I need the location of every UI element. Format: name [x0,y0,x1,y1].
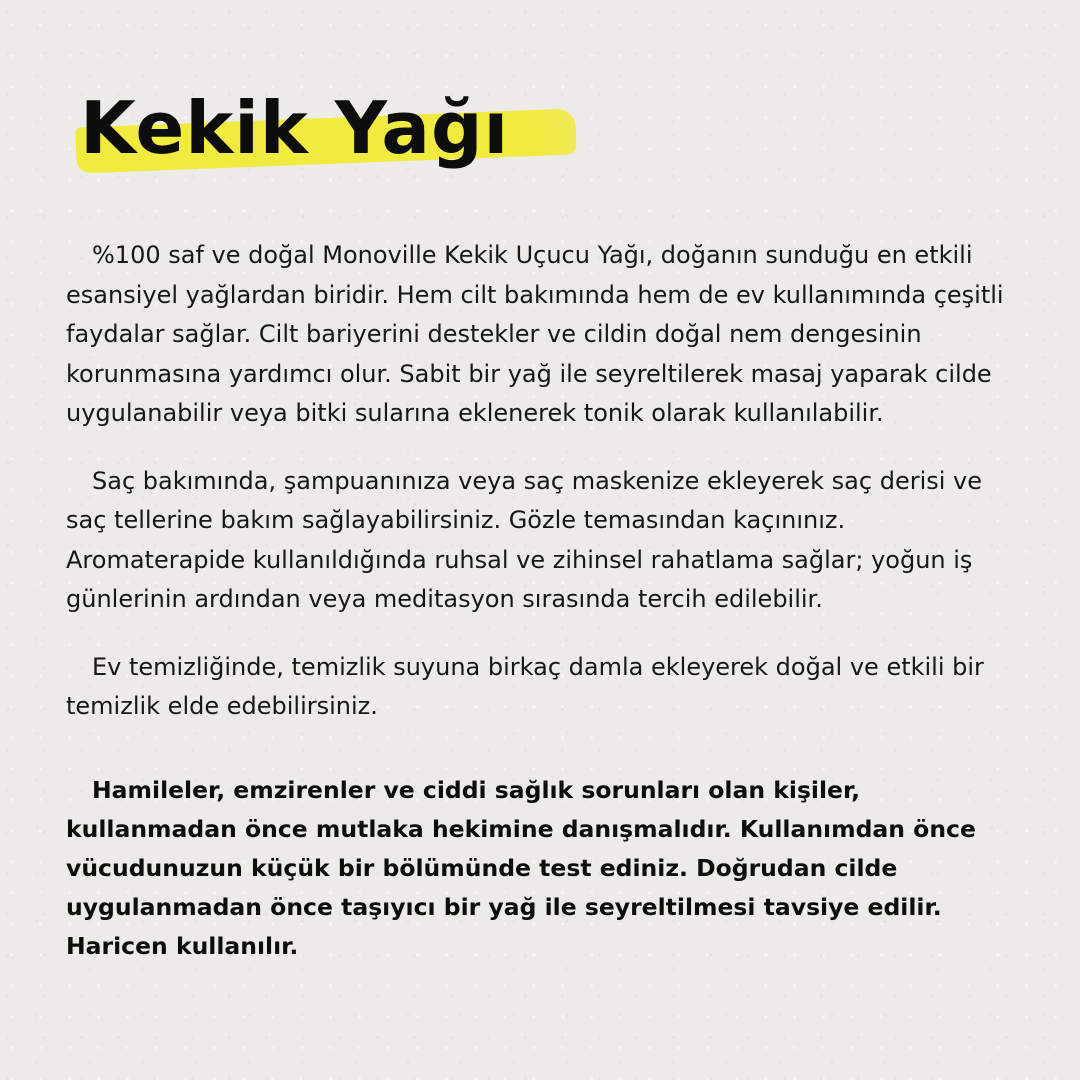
description-body [66,236,1016,994]
title-block [66,58,606,198]
paragraph-hair-care: Saç bakımında, şampuanınıza veya saç maskenize ekleyerek saç derisi ve saç tellerine bakım sağlayabilirsiniz. Gözle temasından kaçınınız. Aromaterapide kullanıldığında ruhsal ve zihinsel rahatlama sağlar; yoğun iş günlerinin ardından veya meditasyon sırasında tercih edilebilir. [66,466,983,613]
warning-paragraph: Hamileler, emzirenler ve ciddi sağlık sorunları olan kişiler, kullanmadan önce mutlaka hekimine danışmalıdır. Kullanımdan önce vücudunuzun küçük bir bölümünde test ediniz. Doğrudan cilde uygulanmadan önce taşıyıcı bir yağ ile seyreltilmesi tavsiye edilir. Haricen kullanılır. [66,775,976,960]
page-title: Kekik Yağı [80,86,510,170]
paragraph-cleaning: Ev temizliğinde, temizlik suyuna birkaç damla ekleyerek doğal ve etkili bir temizlik elde edebilirsiniz. [66,652,984,720]
paragraph-benefits: %100 saf ve doğal Monoville Kekik Uçucu Yağı, doğanın sunduğu en etkili esansiyel yağlardan biridir. Hem cilt bakımında hem de ev kullanımında çeşitli faydalar sağlar. Cilt bariyerini destekler ve cildin doğal nem dengesinin korunmasına yardımcı olur. Sabit bir yağ ile seyreltilerek masaj yaparak cilde uygulanabilir veya bitki sularına eklenerek tonik olarak kullanılabilir. [66,241,1004,427]
